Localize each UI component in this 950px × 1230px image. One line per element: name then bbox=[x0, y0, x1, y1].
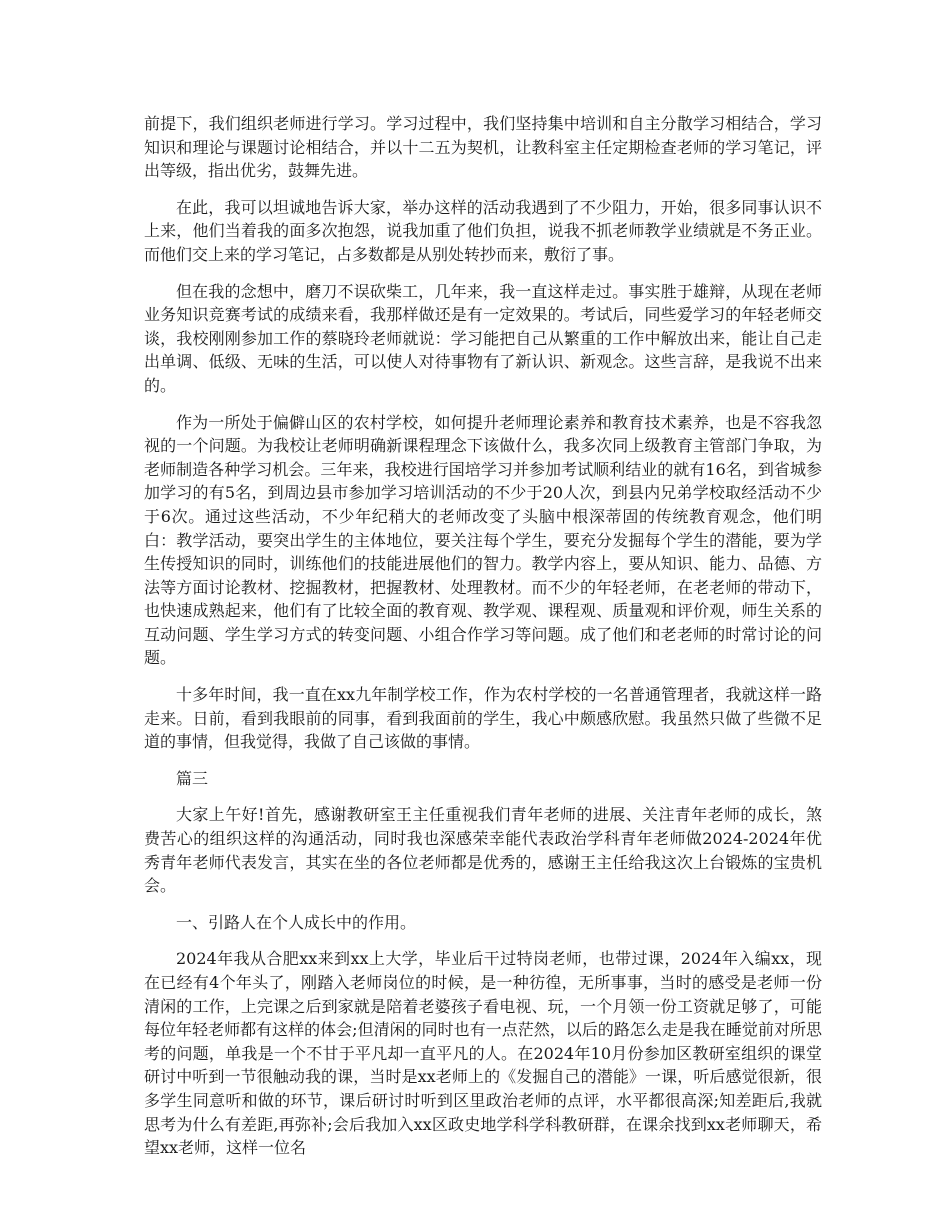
document-body bbox=[144, 112, 822, 1160]
paragraph-7: 大家上午好!首先，感谢教研室王主任重视我们青年老师的进展、关注青年老师的成长，煞费苦心的组织这样的沟通活动，同时我也深感荣幸能代表政治学科青年老师做2024-2024年优秀青年老师代表发言，其实在坐的各位老师都是优秀的，感谢王主任给我这次上台锻炼的宝贵机会。 bbox=[144, 805, 822, 896]
paragraph-1: 前提下，我们组织老师进行学习。学习过程中，我们坚持集中培训和自主分散学习相结合，学习知识和理论与课题讨论相结合，并以十二五为契机，让教科室主任定期检查老师的学习笔记，评出等级，指出优劣，鼓舞先进。 bbox=[144, 114, 822, 181]
section-heading-pian-san: 篇三 bbox=[176, 768, 209, 788]
subheading-mentor-role: 一、引路人在个人成长中的作用。 bbox=[176, 912, 417, 932]
paragraph-4: 作为一所处于偏僻山区的农村学校，如何提升老师理论素养和教育技术素养，也是不容我忽视的一个问题。为我校让老师明确新课程理念下该做什么，我多次同上级教育主管部门争取，为老师制造各种学习机会。三年来，我校进行国培学习并参加考试顺利结业的就有16名，到省城参加学习的有5名，到周边县市参加学习培训活动的不少于20人次，到县内兄弟学校取经活动不少于6次。通过这些活动，不少年纪稍大的老师改变了头脑中根深蒂固的传统教育观念，他们明白：教学活动，要突出学生的主体地位，要关注每个学生，要充分发掘每个学生的潜能，要为学生传授知识的同时，训练他们的技能进展他们的智力。教学内容上，要从知识、能力、品德、方法等方面讨论教材、挖掘教材，把握教材、处理教材。而不少的年轻老师，在老老师的带动下，也快速成熟起来，他们有了比较全面的教育观、教学观、课程观、质量观和评价观，师生关系的互动问题、学生学习方式的转变问题、小组合作学习等问题。成了他们和老老师的时常讨论的问题。 bbox=[144, 412, 822, 668]
paragraph-3: 但在我的念想中，磨刀不误砍柴工，几年来，我一直这样走过。事实胜于雄辩，从现在老师业务知识竞赛考试的成绩来看，我那样做还是有一定效果的。考试后，同些爱学习的年轻老师交谈，我校刚刚参加工作的蔡晓玲老师就说：学习能把自己从繁重的工作中解放出来，能让自己走出单调、低级、无味的生活，可以使人对待事物有了新认识、新观念。这些言辞，是我说不出来的。 bbox=[144, 281, 822, 395]
paragraph-9: 2024年我从合肥xx来到xx上大学，毕业后干过特岗老师，也带过课，2024年入编xx，现在已经有4个年头了，刚踏入老师岗位的时候，是一种彷徨，无所事事，当时的感受是老师一份清闲的工作，上完课之后到家就是陪着老婆孩子看电视、玩，一个月领一份工资就足够了，可能每位年轻老师都有这样的体会;但清闲的同时也有一点茫然，以后的路怎么走是我在睡觉前对所思考的问题，单我是一个不甘于平凡却一直平凡的人。在2024年10月份参加区教研室组织的课堂研讨中听到一节很触动我的课，当时是xx老师上的《发掘自己的潜能》一课，听后感觉很新，很多学生同意听和做的环节，课后研讨时听到区里政治老师的点评，水平都很高深;知差距后,我就思考为什么有差距,再弥补;会后我加入xx区政史地学科学科教研群，在课余找到xx老师聊天，希望xx老师，这样一位名 bbox=[144, 949, 822, 1158]
paragraph-2: 在此，我可以坦诚地告诉大家，举办这样的活动我遇到了不少阻力，开始，很多同事认识不上来，他们当着我的面多次抱怨，说我加重了他们负担，说我不抓老师教学业绩就是不务正业。而他们交上来的学习笔记，占多数都是从别处转抄而来，敷衍了事。 bbox=[144, 197, 822, 264]
paragraph-5: 十多年时间，我一直在xx九年制学校工作，作为农村学校的一名普通管理者，我就这样一路走来。日前，看到我眼前的同事，看到我面前的学生，我心中颇感欣慰。我虽然只做了些微不足道的事情，但我觉得，我做了自己该做的事情。 bbox=[144, 685, 822, 752]
